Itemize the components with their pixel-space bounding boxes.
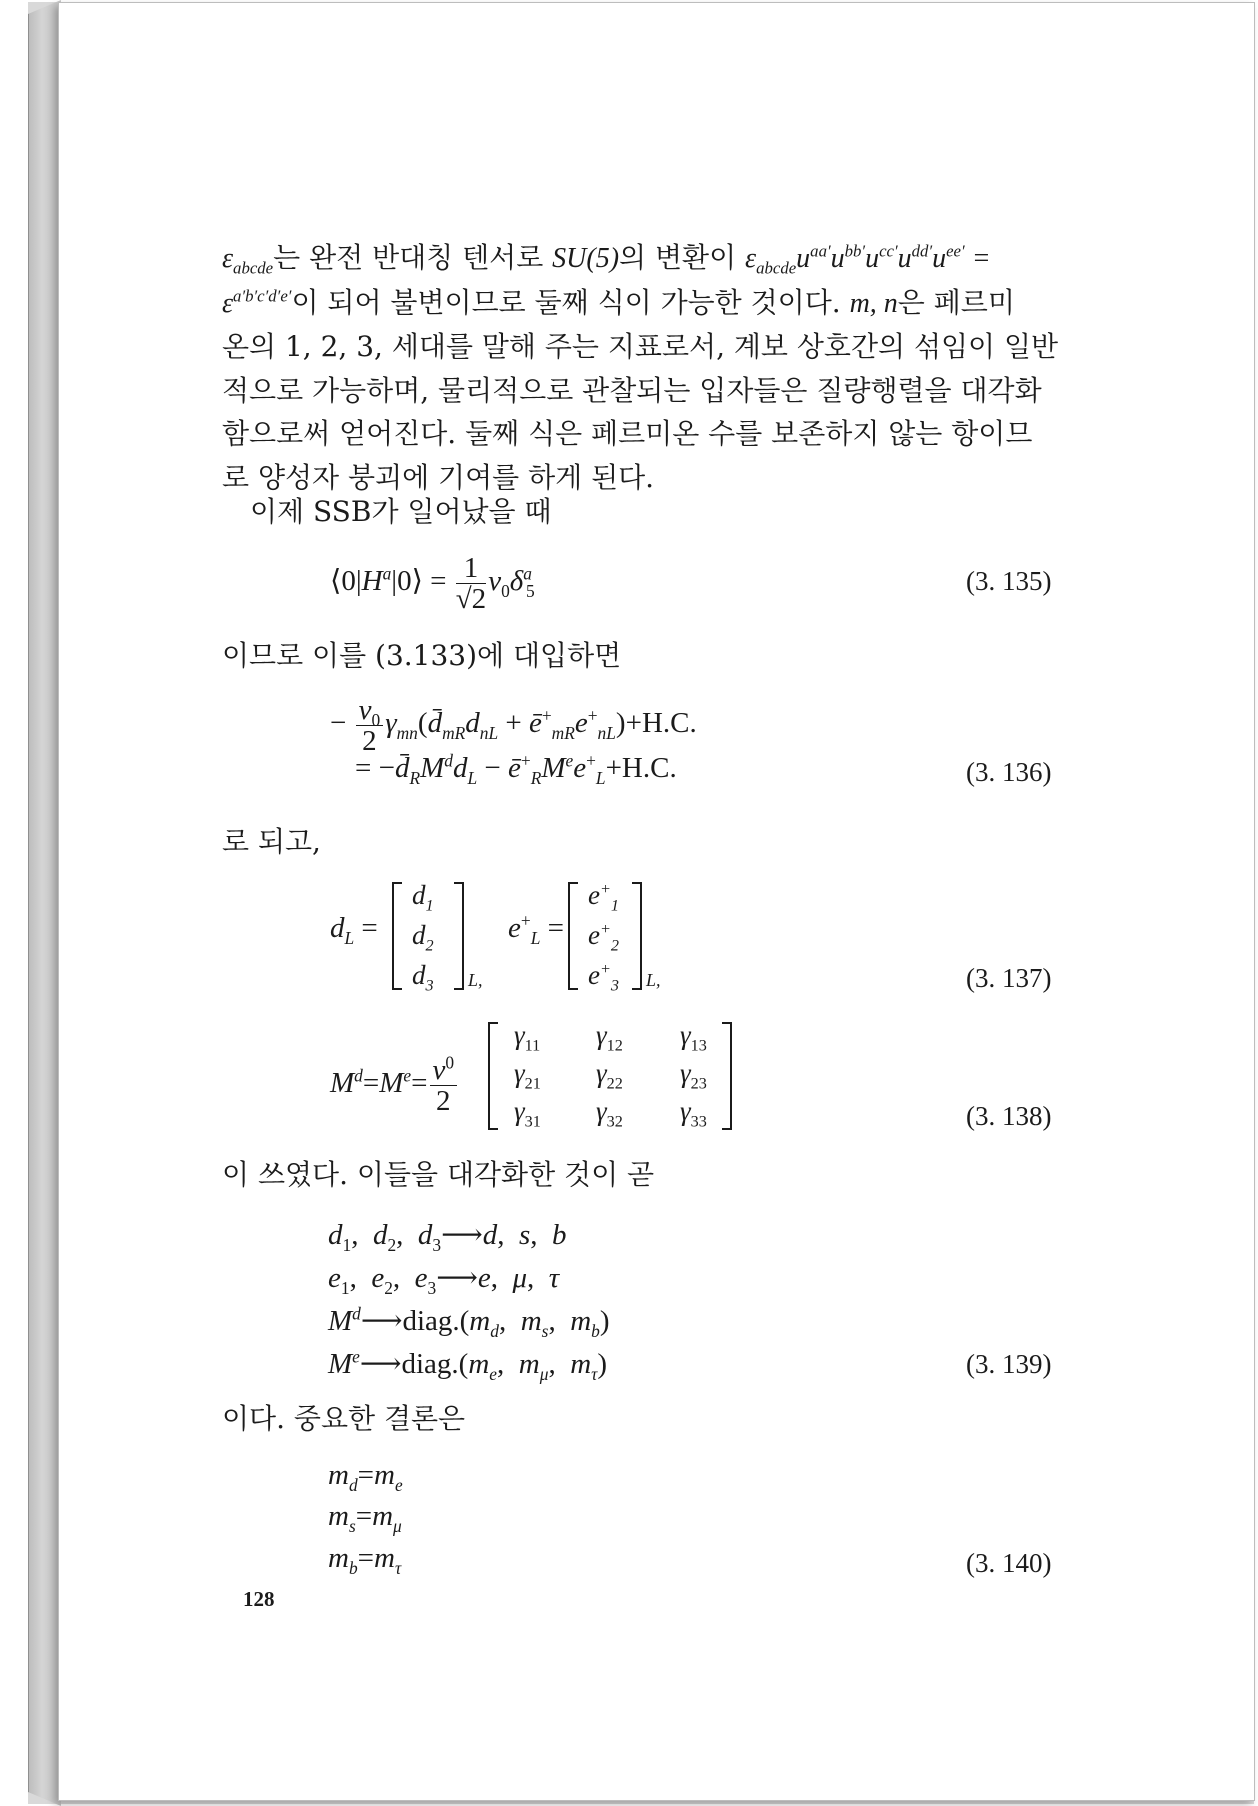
matrix-cell: $e^+_2$: [588, 920, 620, 955]
bracket-left: [392, 882, 402, 990]
page-number: 128: [243, 1587, 275, 1611]
gamma-cell: $\gamma_{23}$: [680, 1058, 707, 1093]
eq138-label: $M^d=M^e=$ $\frac{\nu^0}{2}$: [330, 1055, 459, 1116]
text-line: [222, 236, 1092, 281]
eq139-line2: $e_1$, $e_2$, $e_3⟶e$, μ, τ: [328, 1262, 560, 1298]
matrix-cell: $d_2$: [412, 920, 434, 955]
eq140-line3: $m_b=m_\tau$: [328, 1542, 402, 1578]
text-line: 로 양성자 붕괴에 기여를 하게 된다.: [222, 460, 655, 494]
equation-number: (3. 138): [966, 1101, 1052, 1131]
gamma-cell: $\gamma_{32}$: [596, 1096, 623, 1131]
gamma-cell: $\gamma_{13}$: [680, 1020, 707, 1055]
paragraph-4: 로 되고,: [222, 825, 321, 858]
paragraph-6: 이다. 중요한 결론은: [222, 1402, 466, 1435]
bracket-right: [632, 882, 642, 990]
subscript-L: L,: [646, 970, 661, 990]
equation-3-135: $⟨0|H^a|0⟩$ = $\frac{1}{√2}$ $\nu_0\delta^a_5$: [330, 552, 535, 615]
eq139-line3: $M^d⟶diag.(m_d$, $m_s$, $m_b$): [328, 1303, 610, 1341]
equation-number: (3. 137): [966, 963, 1052, 993]
equation-3-136-line2: = $-d̄_RM^dd_L$ − $ē^+_RM^ee^+_L+H.C$.: [355, 750, 677, 788]
paragraph-3: 이므로 이를 (3.133)에 대입하면: [222, 639, 622, 672]
gamma-cell: $\gamma_{33}$: [680, 1096, 707, 1131]
eq137-eL-label: $e^+_L$ =: [508, 910, 564, 948]
math-mn: m, n: [849, 287, 898, 319]
gamma-cell: $\gamma_{12}$: [596, 1020, 623, 1055]
eq139-line4: $M^e⟶diag.(m_e$, $m_\mu$, $m_\tau$): [328, 1346, 608, 1384]
equation-number: (3. 135): [966, 566, 1052, 596]
matrix-cell: $d_3$: [412, 960, 434, 995]
gamma-cell: $\gamma_{31}$: [514, 1096, 541, 1131]
matrix-cell: $e^+_3$: [588, 960, 620, 995]
gamma-cell: $\gamma_{21}$: [514, 1058, 541, 1093]
hc-label: +H.C.: [625, 707, 697, 740]
text-line: [222, 281, 1092, 326]
eq137-dL-label: $d_L$ =: [330, 912, 378, 948]
bracket-left: [568, 882, 578, 990]
equation-number: (3. 140): [966, 1548, 1052, 1578]
matrix-cell: $d_1$: [412, 880, 434, 915]
gamma-cell: $\gamma_{11}$: [514, 1020, 541, 1055]
equation-3-136-line1: − $\frac{\nu_0}{2}$ $\gamma_{mn}(d̄_{mR}d_{nL}$ + $ē^+_{mR}e^+_{nL})+H.C$.: [330, 694, 697, 757]
book-spine: [28, 0, 61, 1806]
math-epsilon-primed: $\varepsilon^{a'b'c'd'e'}$: [222, 286, 292, 319]
subscript-L: L,: [468, 970, 483, 990]
bracket-left: [488, 1022, 498, 1130]
matrix-cell: $e^+_1$: [588, 880, 620, 915]
text-run: 이 되어 불변이므로 둘째 식이 가능한 것이다.: [291, 285, 850, 319]
paragraph-5: 이 쓰였다. 이들을 대각화한 것이 곧: [222, 1158, 655, 1191]
eq140-line1: $m_d=m_e$: [328, 1459, 403, 1495]
bracket-right: [454, 882, 464, 990]
equation-number: (3. 136): [966, 757, 1052, 787]
text-run: 은 페르미: [897, 285, 1015, 319]
eq139-line1: $d_1$, $d_2$, $d_3⟶d$, s, b: [328, 1219, 567, 1255]
text-run: 는 완전 반대칭 텐서로: [273, 241, 553, 274]
math-epsilon-product: $\varepsilon_{abcde}u^{aa'}u^{bb'}u^{cc'}u^{dd'}u^{ee'}$ =: [745, 241, 991, 278]
text-line: 온의 1, 2, 3, 세대를 말해 주는 지표로서, 계보 상호간의 섞임이 일반: [222, 330, 1059, 363]
paragraph-2: 이제 SSB가 일어났을 때: [250, 495, 552, 528]
equation-number: (3. 139): [966, 1349, 1052, 1379]
math-epsilon: $\varepsilon_{abcde}$: [222, 243, 274, 278]
text-line: 적으로 가능하며, 물리적으로 관찰되는 입자들은 질량행렬을 대각화: [222, 373, 1042, 407]
text-run: 의 변환이: [619, 241, 746, 274]
eq140-line2: $m_s=m_\mu$: [328, 1500, 402, 1536]
bracket-right: [722, 1022, 732, 1130]
math-su5: SU(5): [552, 243, 620, 274]
paragraph-1: [222, 236, 1092, 499]
gamma-cell: $\gamma_{22}$: [596, 1058, 623, 1093]
text-line: 함으로써 얻어진다. 둘째 식은 페르미온 수를 보존하지 않는 항이므: [222, 417, 1033, 450]
